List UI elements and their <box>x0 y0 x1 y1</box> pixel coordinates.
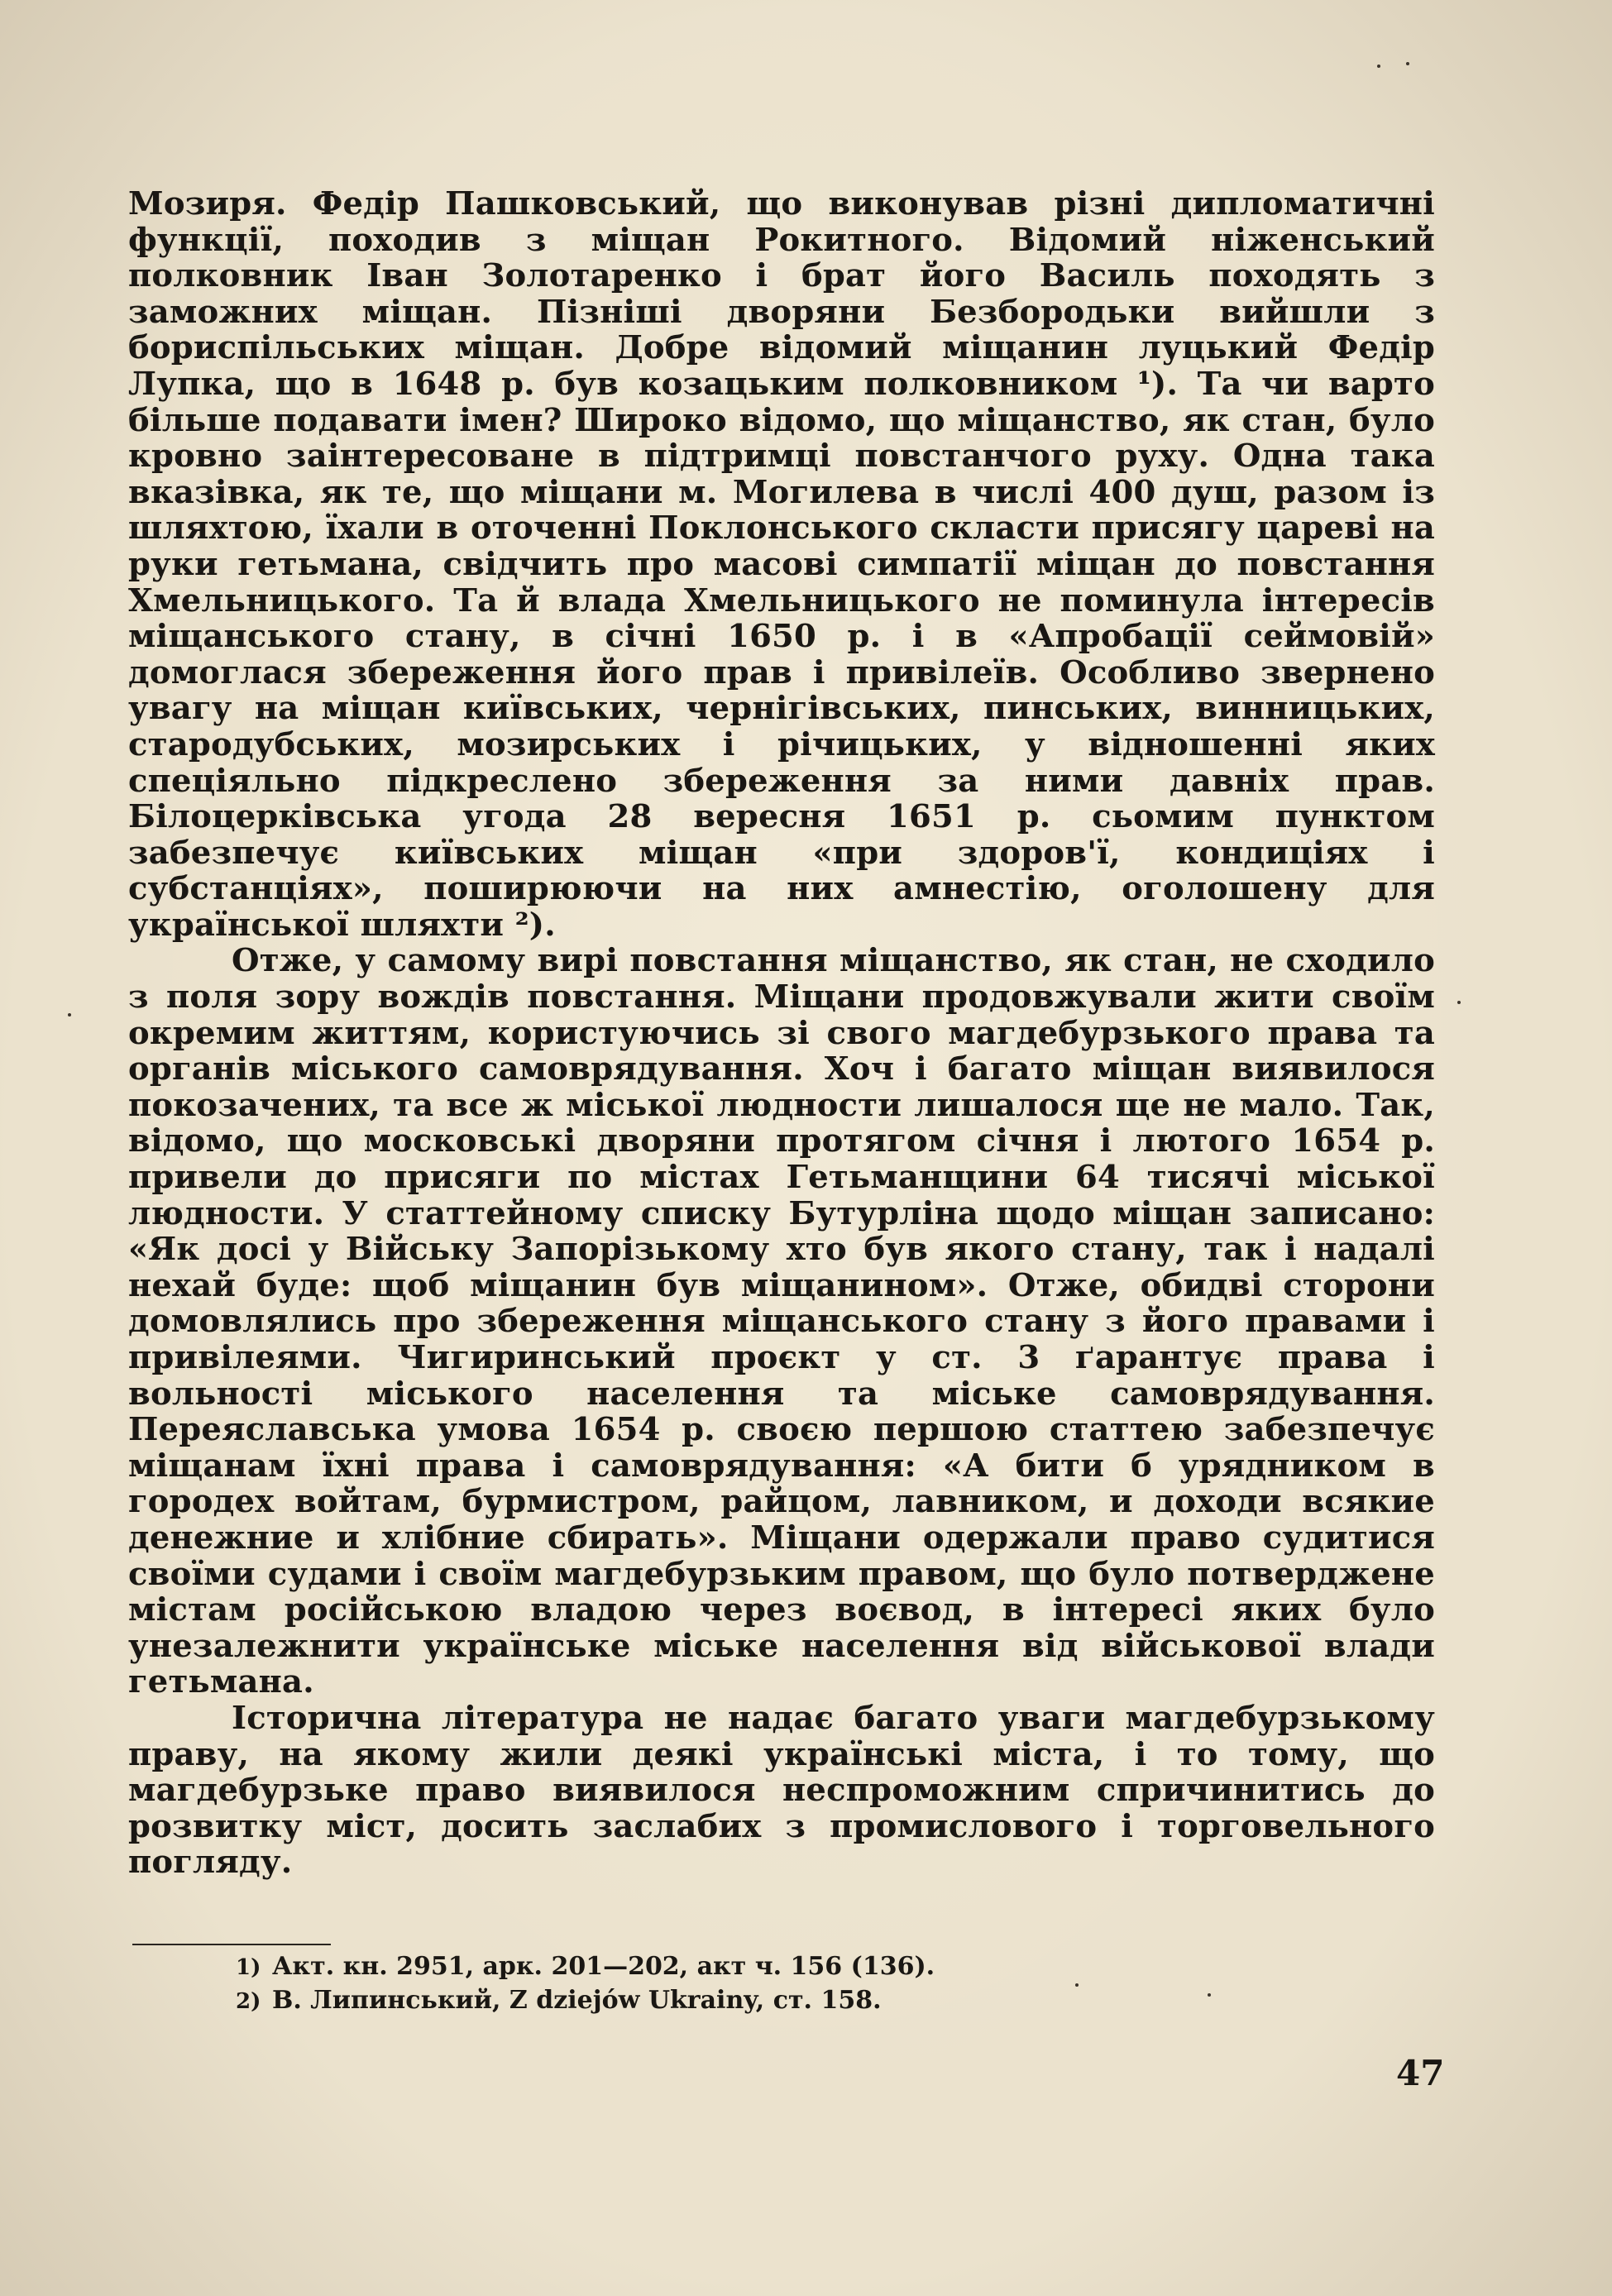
footnote-1-mark: 1) <box>236 1955 261 1980</box>
paragraph-1: Мозиря. Федір Пашковський, що виконував різні дипломатичні функції, походив з міщан Рокитного. Відомий ніженський полковник Іван Золотаренко і брат його Василь походять з заможних міщан. Пізніші дворяни Безбородьки вийшли з бориспільських міщан. Добре відомий міщанин луцький Федір Лупка, що в 1648 р. був козацьким полковником ¹). Та чи варто більше подавати імен? Широко відомо, що міщанство, як стан, було кровно заінтересоване в підтримці повстанчого руху. Одна така вказівка, як те, що міщани м. Могилева в числі 400 душ, разом із шляхтою, їхали в оточенні Поклонського скласти присягу цареві на руки гетьмана, свідчить про масові симпатії міщан до повстання Хмельницького. Та й влада Хмельницького не поминула інтересів міщанського стану, в січні 1650 р. і в «Апробації сеймовій» домоглася збереження його прав і привілеїв. Особливо звернено увагу на міщан київських, чернігівських, пинських, винницьких, стародубських, мозирських і річицьких, у відношенні яких спеціяльно підкреслено збереження за ними давніх прав. Білоцерківська угода 28 вересня 1651 р. сьомим пунктом забезпечує київських міщан «при здоров'ї, кондиціях і субстанціях», поширюючи на них амнестію, оголошену для української шляхти ²). <box>128 185 1435 944</box>
scan-speck <box>1406 62 1409 65</box>
scan-speck <box>1208 1993 1211 1997</box>
page-number: 47 <box>1396 2053 1445 2093</box>
scan-speck <box>1377 65 1380 68</box>
scan-speck <box>1075 1983 1079 1987</box>
scan-speck <box>68 1013 71 1016</box>
footnote-2-mark: 2) <box>236 1989 261 2014</box>
paragraph-2: Отже, у самому вирі повстання міщанство, як стан, не сходило з поля зору вождів повстання. Міщани продовжували жити своїм окремим життям, користуючись зі свого магдебурзького права та органів міського самоврядування. Хоч і багато міщан виявилося покозачених, та все ж міської людности лишалося ще не мало. Так, відомо, що московські дворяни протягом січня і лютого 1654 р. привели до присяги по містах Гетьманщини 64 тисячі міської людности. У статтейному списку Бутурліна щодо міщан записано: «Як досі у Війську Запорізькому хто був якого стану, так і надалі нехай буде: щоб міщанин був міщанином». Отже, обидві сторони домовлялись про збереження міщанського стану з його правами і привілеями. Чигиринський проєкт у ст. 3 ґарантує права і вольності міського населення та міське самоврядування. Переяславська умова 1654 р. своєю першою статтею забезпечує міщанам їхні права і самоврядування: «А бити б урядником в городех войтам, бурмистром, райцом, лавником, и доходи всякие денежние и хлібние сбирать». Міщани одержали право судитися своїми судами і своїм магдебурзьким правом, що було потверджене містам російською владою через воєвод, в інтересі яких було унезалежнити українське міське населення від військової влади гетьмана. <box>128 942 1435 1701</box>
footnote-2-text: В. Липинський, Z dziejów Ukrainy, ст. 158. <box>272 1986 882 2015</box>
footnote-1-text: Акт. кн. 2951, арк. 201—202, акт ч. 156 (136). <box>272 1952 935 1981</box>
footnote-2 <box>236 1984 1228 2018</box>
footnote-separator <box>132 1944 331 1945</box>
footnote-1 <box>236 1950 1228 1984</box>
scan-speck <box>1457 1001 1461 1004</box>
footnotes <box>236 1950 1228 2018</box>
paragraph-3: Історична література не надає багато уваги магдебурзькому праву, на якому жили деякі українські міста, і то тому, що магдебурзьке право виявилося неспроможним спричинитись до розвитку міст, досить заслабих з промислового і торговельного погляду. <box>128 1699 1435 1882</box>
main-text <box>128 186 1435 1881</box>
